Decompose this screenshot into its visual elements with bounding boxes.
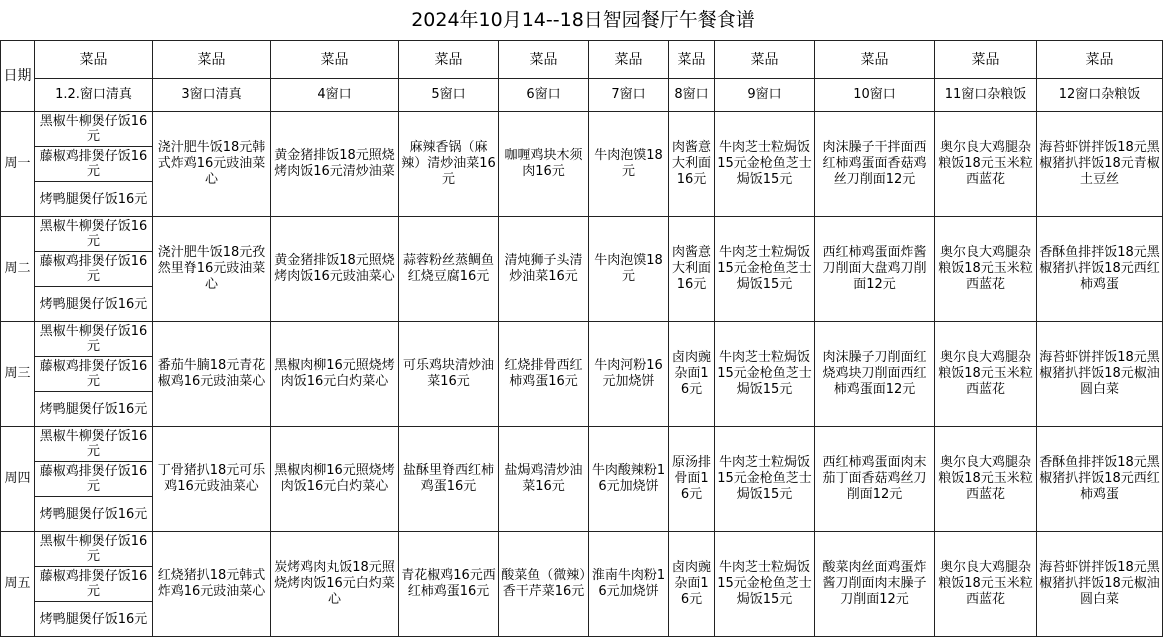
dish-text: 黑椒肉柳16元照烧烤肉饭16元白灼菜心: [274, 358, 395, 389]
dish-text: 黑椒牛柳煲仔饭16元: [39, 324, 148, 354]
dish-text: 盐酥里脊西红柿鸡蛋16元: [402, 463, 494, 494]
dish-text: 蒜蓉粉丝蒸鲷鱼红烧豆腐16元: [402, 253, 494, 284]
category-header: 菜品: [1037, 41, 1163, 79]
dish-text: 番茄牛腩18元青花椒鸡16元豉油菜心: [157, 358, 266, 389]
menu-row-day: [1, 322, 1163, 427]
menu-cell: [589, 112, 669, 217]
menu-cell: [935, 427, 1037, 532]
clay-pot-rice-list: [35, 217, 152, 321]
dish-text: 牛肉泡馍18元: [594, 253, 663, 284]
window-header: 1.2.窗口清真: [35, 79, 153, 112]
category-header: 菜品: [935, 41, 1037, 79]
clay-pot-rice-item: [35, 322, 152, 356]
menu-cell: [1037, 427, 1163, 532]
window-1-2-cell: [35, 217, 153, 322]
header-row-window: [1, 79, 1163, 112]
menu-row-day: [1, 112, 1163, 217]
category-header: 菜品: [153, 41, 271, 79]
menu-cell: [669, 112, 715, 217]
menu-row-day: [1, 532, 1163, 637]
dish-text: 海苔虾饼拌饭18元黑椒猪扒拌饭18元青椒土豆丝: [1039, 140, 1160, 187]
menu-cell: [271, 112, 399, 217]
dish-text: 卤肉豌杂面16元: [671, 350, 711, 397]
dish-text: 牛肉芝士粒焗饭15元金枪鱼芝士焗饭15元: [717, 455, 812, 502]
dish-text: 牛肉芝士粒焗饭15元金枪鱼芝士焗饭15元: [717, 245, 812, 292]
dish-text: 牛肉芝士粒焗饭15元金枪鱼芝士焗饭15元: [717, 140, 812, 187]
dish-text: 炭烤鸡肉丸饭18元照烧烤肉饭16元白灼菜心: [274, 560, 395, 607]
dish-text: 烤鸭腿煲仔饭16元: [39, 506, 148, 522]
clay-pot-rice-item: [35, 601, 152, 636]
dish-text: 牛肉泡馍18元: [594, 148, 663, 179]
dish-text: 黑椒牛柳煲仔饭16元: [39, 534, 148, 564]
menu-cell: [589, 427, 669, 532]
window-header: 9窗口: [715, 79, 815, 112]
category-header: 菜品: [589, 41, 669, 79]
window-header: 10窗口: [815, 79, 935, 112]
dish-text: 淮南牛肉粉16元加烧饼: [591, 568, 666, 599]
dish-text: 海苔虾饼拌饭18元黑椒猪扒拌饭18元椒油圆白菜: [1039, 350, 1160, 397]
menu-cell: [399, 112, 499, 217]
dish-text: 香酥鱼排拌饭18元黑椒猪扒拌饭18元西红柿鸡蛋: [1039, 455, 1160, 502]
window-1-2-cell: [35, 427, 153, 532]
menu-cell: [1037, 112, 1163, 217]
menu-cell: [669, 322, 715, 427]
menu-cell: [815, 322, 935, 427]
clay-pot-rice-item: [35, 566, 152, 601]
menu-cell: [399, 427, 499, 532]
menu-cell: [715, 532, 815, 637]
menu-cell: [815, 532, 935, 637]
category-header: 菜品: [399, 41, 499, 79]
category-header: 菜品: [669, 41, 715, 79]
clay-pot-rice-list: [35, 532, 152, 636]
menu-cell: [935, 322, 1037, 427]
dish-text: 丁骨猪扒18元可乐鸡16元豉油菜心: [157, 463, 266, 494]
date-column-header: 日期: [1, 41, 35, 112]
day-label: 周五: [1, 532, 35, 637]
window-header: 8窗口: [669, 79, 715, 112]
window-1-2-cell: [35, 322, 153, 427]
dish-text: 青花椒鸡16元西红柿鸡蛋16元: [401, 568, 496, 599]
dish-text: 西红柿鸡蛋面肉末茄丁面香菇鸡丝刀削面12元: [822, 455, 927, 502]
category-header: 菜品: [815, 41, 935, 79]
menu-cell: [815, 427, 935, 532]
clay-pot-rice-item: [35, 146, 152, 181]
menu-cell: [715, 217, 815, 322]
dish-text: 肉沫臊子干拌面西红柿鸡蛋面香菇鸡丝刀削面12元: [822, 140, 927, 187]
menu-cell: [935, 112, 1037, 217]
menu-cell: [271, 217, 399, 322]
day-label: 周三: [1, 322, 35, 427]
category-header: 菜品: [499, 41, 589, 79]
dish-text: 红烧猪扒18元韩式炸鸡16元豉油菜心: [157, 568, 266, 599]
category-header: 菜品: [271, 41, 399, 79]
dish-text: 藤椒鸡排煲仔饭16元: [39, 569, 148, 599]
menu-cell: [153, 532, 271, 637]
clay-pot-rice-list: [35, 427, 152, 531]
menu-cell: [499, 112, 589, 217]
clay-pot-rice-list: [35, 112, 152, 216]
dish-text: 原汤排骨面16元: [671, 455, 711, 502]
menu-cell: [1037, 217, 1163, 322]
menu-cell: [815, 217, 935, 322]
day-label: 周一: [1, 112, 35, 217]
menu-cell: [669, 427, 715, 532]
dish-text: 牛肉酸辣粉16元加烧饼: [591, 463, 666, 494]
dish-text: 麻辣香锅（麻辣）清炒油菜16元: [401, 140, 496, 187]
dish-text: 卤肉豌杂面16元: [671, 560, 711, 607]
dish-text: 黑椒肉柳16元照烧烤肉饭16元白灼菜心: [274, 463, 395, 494]
menu-cell: [1037, 532, 1163, 637]
dish-text: 黑椒牛柳煲仔饭16元: [39, 114, 148, 144]
dish-text: 肉酱意大利面16元: [671, 140, 711, 187]
menu-cell: [715, 112, 815, 217]
clay-pot-rice-item: [35, 181, 152, 216]
menu-cell: [715, 322, 815, 427]
dish-text: 可乐鸡块清炒油菜16元: [402, 358, 494, 389]
menu-cell: [499, 322, 589, 427]
window-header: 7窗口: [589, 79, 669, 112]
window-header: 12窗口杂粮饭: [1037, 79, 1163, 112]
dish-text: 盐焗鸡清炒油菜16元: [504, 463, 583, 494]
dish-text: 奥尔良大鸡腿杂粮饭18元玉米粒西蓝花: [938, 140, 1033, 187]
dish-text: 黑椒牛柳煲仔饭16元: [39, 429, 148, 459]
dish-text: 咖喱鸡块木须肉16元: [504, 148, 583, 179]
dish-text: 香酥鱼排拌饭18元黑椒猪扒拌饭18元西红柿鸡蛋: [1039, 245, 1160, 292]
menu-cell: [589, 322, 669, 427]
menu-cell: [271, 532, 399, 637]
menu-cell: [815, 112, 935, 217]
window-header: 5窗口: [399, 79, 499, 112]
clay-pot-rice-item: [35, 461, 152, 496]
dish-text: 黄金猪排饭18元照烧烤肉饭16元豉油菜心: [274, 253, 395, 284]
dish-text: 牛肉河粉16元加烧饼: [594, 358, 663, 389]
clay-pot-rice-item: [35, 251, 152, 286]
dish-text: 烤鸭腿煲仔饭16元: [39, 401, 148, 417]
clay-pot-rice-item: [35, 532, 152, 566]
menu-cell: [669, 532, 715, 637]
menu-cell: [271, 427, 399, 532]
dish-text: 藤椒鸡排煲仔饭16元: [39, 254, 148, 284]
dish-text: 酸菜肉丝面鸡蛋炸酱刀削面肉末臊子刀削面12元: [822, 560, 927, 607]
clay-pot-rice-item: [35, 427, 152, 461]
menu-cell: [715, 427, 815, 532]
clay-pot-rice-list: [35, 322, 152, 426]
menu-cell: [271, 322, 399, 427]
clay-pot-rice-item: [35, 112, 152, 146]
menu-cell: [935, 217, 1037, 322]
dish-text: 烤鸭腿煲仔饭16元: [39, 611, 148, 627]
category-header: 菜品: [35, 41, 153, 79]
menu-cell: [1037, 322, 1163, 427]
clay-pot-rice-item: [35, 391, 152, 426]
dish-text: 肉沫臊子刀削面红烧鸡块刀削面西红柿鸡蛋面12元: [822, 350, 927, 397]
window-1-2-cell: [35, 532, 153, 637]
day-label: 周二: [1, 217, 35, 322]
dish-text: 奥尔良大鸡腿杂粮饭18元玉米粒西蓝花: [938, 560, 1033, 607]
menu-cell: [589, 217, 669, 322]
menu-cell: [499, 532, 589, 637]
dish-text: 藤椒鸡排煲仔饭16元: [39, 464, 148, 494]
window-header: 3窗口清真: [153, 79, 271, 112]
window-1-2-cell: [35, 112, 153, 217]
window-header: 4窗口: [271, 79, 399, 112]
dish-text: 酸菜鱼（微辣）香干芹菜16元: [501, 568, 586, 599]
dish-text: 黄金猪排饭18元照烧烤肉饭16元清炒油菜: [274, 148, 395, 179]
dish-text: 牛肉芝士粒焗饭15元金枪鱼芝士焗饭15元: [717, 560, 812, 607]
window-header: 11窗口杂粮饭: [935, 79, 1037, 112]
header-row-category: [1, 41, 1163, 79]
dish-text: 海苔虾饼拌饭18元黑椒猪扒拌饭18元椒油圆白菜: [1039, 560, 1160, 607]
menu-cell: [153, 427, 271, 532]
dish-text: 西红柿鸡蛋面炸酱刀削面大盘鸡刀削面12元: [822, 245, 927, 292]
menu-cell: [399, 217, 499, 322]
menu-cell: [153, 217, 271, 322]
menu-row-day: [1, 427, 1163, 532]
day-label: 周四: [1, 427, 35, 532]
clay-pot-rice-item: [35, 217, 152, 251]
dish-text: 奥尔良大鸡腿杂粮饭18元玉米粒西蓝花: [938, 455, 1033, 502]
menu-cell: [153, 112, 271, 217]
dish-text: 藤椒鸡排煲仔饭16元: [39, 149, 148, 179]
dish-text: 红烧排骨西红柿鸡蛋16元: [504, 358, 583, 389]
menu-cell: [499, 217, 589, 322]
dish-text: 牛肉芝士粒焗饭15元金枪鱼芝士焗饭15元: [717, 350, 812, 397]
menu-cell: [499, 427, 589, 532]
window-header: 6窗口: [499, 79, 589, 112]
clay-pot-rice-item: [35, 356, 152, 391]
menu-cell: [153, 322, 271, 427]
dish-text: 奥尔良大鸡腿杂粮饭18元玉米粒西蓝花: [938, 245, 1033, 292]
menu-cell: [399, 322, 499, 427]
dish-text: 肉酱意大利面16元: [671, 245, 711, 292]
menu-cell: [935, 532, 1037, 637]
menu-cell: [669, 217, 715, 322]
page-title: 2024年10月14--18日智园餐厅午餐食谱: [411, 9, 755, 31]
dish-text: 烤鸭腿煲仔饭16元: [39, 191, 148, 207]
menu-cell: [399, 532, 499, 637]
dish-text: 浇汁肥牛饭18元孜然里脊16元豉油菜心: [157, 245, 266, 292]
clay-pot-rice-item: [35, 286, 152, 321]
clay-pot-rice-item: [35, 496, 152, 531]
dish-text: 黑椒牛柳煲仔饭16元: [39, 219, 148, 249]
dish-text: 奥尔良大鸡腿杂粮饭18元玉米粒西蓝花: [938, 350, 1033, 397]
dish-text: 烤鸭腿煲仔饭16元: [39, 296, 148, 312]
dish-text: 清炖狮子头清炒油菜16元: [504, 253, 583, 284]
category-header: 菜品: [715, 41, 815, 79]
menu-cell: [589, 532, 669, 637]
menu-row-day: [1, 217, 1163, 322]
dish-text: 浇汁肥牛饭18元韩式炸鸡16元豉油菜心: [157, 140, 266, 187]
dish-text: 藤椒鸡排煲仔饭16元: [39, 359, 148, 389]
menu-table: [0, 40, 1163, 637]
